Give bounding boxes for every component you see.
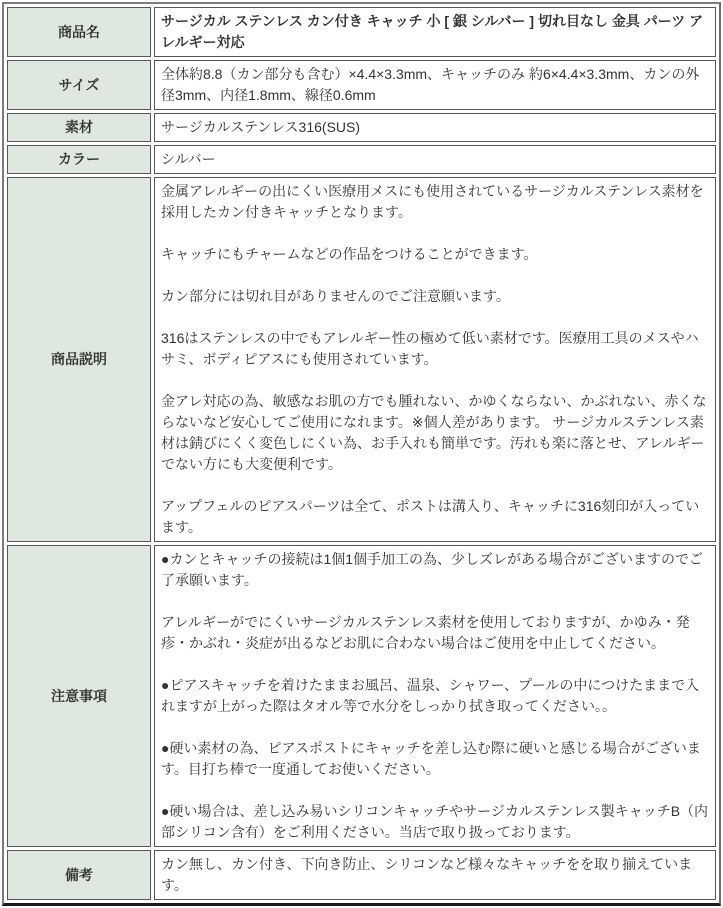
description-paragraph: カン部分には切れ目がありませんのでご注意願います。 <box>161 288 510 304</box>
spec-row-cautions <box>7 545 716 847</box>
spec-row-remarks <box>7 850 716 900</box>
spec-row-description <box>7 177 716 542</box>
spec-value-color: シルバー <box>154 145 716 174</box>
spec-row-size <box>7 60 716 110</box>
spec-label-product-name: 商品名 <box>7 7 151 57</box>
product-spec-table <box>2 2 721 906</box>
spec-label-color: カラー <box>7 145 151 174</box>
spec-value-material: サージカルステンレス316(SUS) <box>154 113 716 142</box>
caution-paragraph: アレルギーがでにくいサージカルステンレス素材を使用しておりますが、かゆみ・発疹・かぶれ・炎症が出るなどお肌に合わない場合はご使用を中止してください。 <box>161 614 690 651</box>
spec-label-size: サイズ <box>7 60 151 110</box>
caution-paragraph: ●硬い素材の為、ピアスポストにキャッチを差し込む際に硬いと感じる場合がございます。目打ち棒で一度通してお使いください。 <box>161 740 701 777</box>
spec-value-product-name: サージカル ステンレス カン付き キャッチ 小 [ 銀 シルバー ] 切れ目なし 金具 パーツ アレルギー対応 <box>154 7 716 57</box>
spec-value-cautions <box>154 545 716 847</box>
spec-row-product-name <box>7 7 716 57</box>
spec-label-material: 素材 <box>7 113 151 142</box>
caution-paragraph: ●硬い場合は、差し込み易いシリコンキャッチやサージカルステンレス製キャッチB（内部シリコン含有）をご利用ください。当店で取り扱っております。 <box>161 803 709 840</box>
description-paragraph: キャッチにもチャームなどの作品をつけることができます。 <box>161 246 538 262</box>
spec-label-description: 商品説明 <box>7 177 151 542</box>
description-paragraph: 金属アレルギーの出にくい医療用メスにも使用されているサージカルステンレス素材を採用したカン付きキャッチとなります。 <box>161 183 704 220</box>
caution-paragraph: ●カンとキャッチの接続は1個1個手加工の為、少しズレがある場合がございますのでご了承願います。 <box>161 551 704 588</box>
description-paragraph: 316はステンレスの中でもアレルギー性の極めて低い素材です。医療用工具のメスやハサミ、ボディピアスにも使用されています。 <box>161 330 699 367</box>
spec-value-description <box>154 177 716 542</box>
caution-paragraph: ●ピアスキャッチを着けたままお風呂、温泉、シャワー、プールの中につけたままで入れますが上がった際はタオル等で水分をしっかり拭き取ってください。。 <box>161 677 700 714</box>
spec-value-size: 全体約8.8（カン部分も含む）×4.4×3.3mm、キャッチのみ 約6×4.4×3.3mm、カンの外径3mm、内径1.8mm、線径0.6mm <box>154 60 716 110</box>
description-paragraph: 金アレ対応の為、敏感なお肌の方でも腫れない、かゆくならない、かぶれない、赤くならないなど安心してご使用になれます。※個人差があります。 サージカルステンレス素材は錆びにくく変色しにくい為、お手入れも簡単です。汚れも楽に落とせ、アレルギーでない方にも大変便利です。 <box>161 393 707 472</box>
spec-label-cautions: 注意事項 <box>7 545 151 847</box>
spec-label-remarks: 備考 <box>7 850 151 900</box>
spec-row-color <box>7 145 716 174</box>
description-paragraph: アップフェルのピアスパーツは全て、ポストは溝入り、キャッチに316刻印が入っています。 <box>161 498 700 535</box>
spec-value-remarks: カン無し、カン付き、下向き防止、シリコンなど様々なキャッチをを取り揃えています。 <box>154 850 716 900</box>
spec-row-material <box>7 113 716 142</box>
